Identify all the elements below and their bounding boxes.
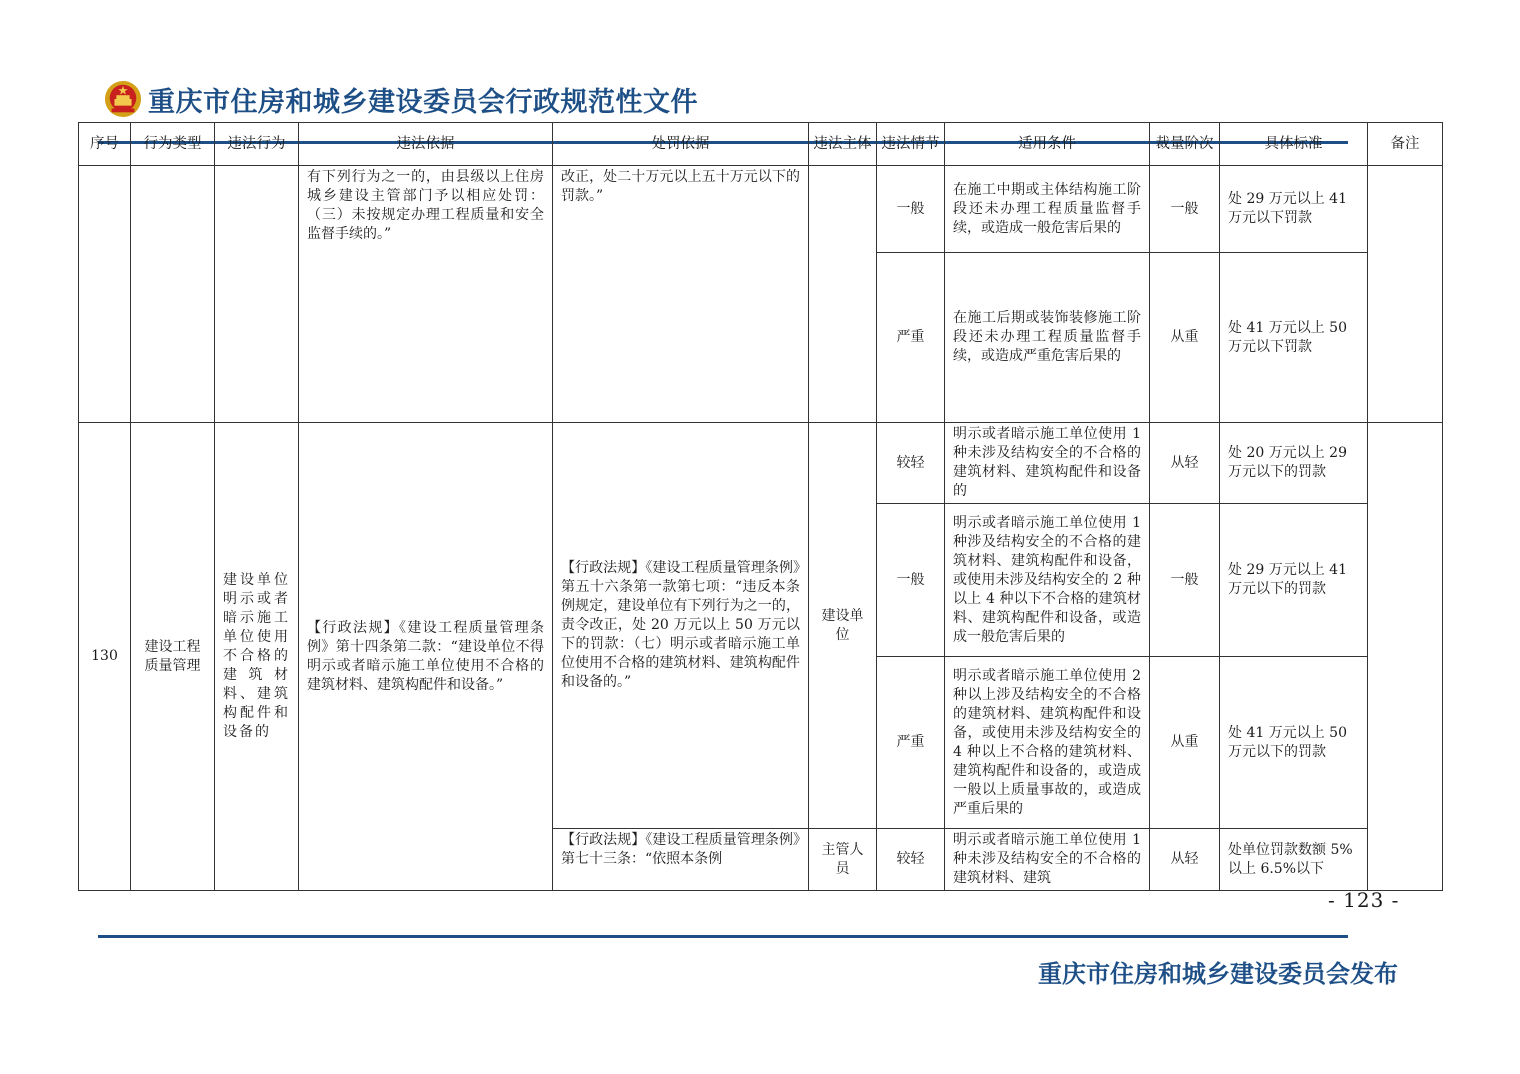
col-header-type: 行为类型: [131, 123, 215, 166]
col-header-seq: 序号: [79, 123, 131, 166]
std-cell: 处单位罚款数额 5%以上 6.5%以下: [1220, 829, 1368, 891]
std-cell: 处 41 万元以上 50 万元以下罚款: [1220, 253, 1368, 423]
subject-cell: 主管人员: [809, 829, 877, 891]
circ-cell: 一般: [877, 166, 945, 253]
col-header-penalty: 处罚依据: [553, 123, 809, 166]
act-cell: 建设单位明示或者暗示施工单位使用不合格的建筑材料、建筑构配件和设备的: [215, 423, 299, 891]
penalty-cell: 【行政法规】《建设工程质量管理条例》第七十三条：“依照本条例: [553, 829, 809, 891]
col-header-cond: 适用条件: [945, 123, 1150, 166]
col-header-level: 裁量阶次: [1150, 123, 1220, 166]
seq-cell: 130: [79, 423, 131, 891]
page-number: - 123 -: [1328, 888, 1400, 912]
cond-cell: 明示或者暗示施工单位使用 2 种以上涉及结构安全的不合格的建筑材料、建筑构配件和设备，或使用未涉及结构安全的 4 种以上不合格的建筑材料、建筑构配件和设备的，或造成一般以上质量事故的，或造成严重后果的: [945, 657, 1150, 829]
col-header-act: 违法行为: [215, 123, 299, 166]
cond-cell: 在施工后期或装饰装修施工阶段还未办理工程质量监督手续，或造成严重危害后果的: [945, 253, 1150, 423]
publisher-footer: 重庆市住房和城乡建设委员会发布: [1038, 960, 1398, 988]
level-cell: 一般: [1150, 166, 1220, 253]
basis-cell: 有下列行为之一的，由县级以上住房城乡建设主管部门予以相应处罚：（三）未按规定办理工程质量和安全监督手续的。”: [299, 166, 553, 423]
circ-cell: 较轻: [877, 423, 945, 504]
col-header-std: 具体标准: [1220, 123, 1368, 166]
subject-cell: 建设单位: [809, 423, 877, 829]
level-cell: 从轻: [1150, 423, 1220, 504]
col-header-note: 备注: [1368, 123, 1443, 166]
level-cell: 从重: [1150, 657, 1220, 829]
seq-cell: [79, 166, 131, 423]
table-row: [79, 166, 1443, 253]
national-emblem-icon: [104, 80, 142, 118]
std-cell: 处 20 万元以上 29 万元以下的罚款: [1220, 423, 1368, 504]
cond-cell: 明示或者暗示施工单位使用 1 种未涉及结构安全的不合格的建筑材料、建筑构配件和设备的: [945, 423, 1150, 504]
subject-cell: [809, 166, 877, 423]
circ-cell: 严重: [877, 253, 945, 423]
circ-cell: 一般: [877, 504, 945, 657]
penalty-cell: 【行政法规】《建设工程质量管理条例》第五十六条第一款第七项：“违反本条例规定，建设单位有下列行为之一的，责令改正，处 20 万元以上 50 万元以下的罚款：（七）明示或者暗示施工单位使用不合格的建筑材料、建筑构配件和设备的。”: [553, 423, 809, 829]
cond-cell: 在施工中期或主体结构施工阶段还未办理工程质量监督手续，或造成一般危害后果的: [945, 166, 1150, 253]
std-cell: 处 29 万元以上 41 万元以下的罚款: [1220, 504, 1368, 657]
cond-cell: 明示或者暗示施工单位使用 1 种未涉及结构安全的不合格的建筑材料、建筑: [945, 829, 1150, 891]
level-cell: 一般: [1150, 504, 1220, 657]
level-cell: 从重: [1150, 253, 1220, 423]
std-cell: 处 29 万元以上 41 万元以下罚款: [1220, 166, 1368, 253]
penalty-cell: 改正，处二十万元以上五十万元以下的罚款。”: [553, 166, 809, 423]
circ-cell: 较轻: [877, 829, 945, 891]
col-header-subject: 违法主体: [809, 123, 877, 166]
circ-cell: 严重: [877, 657, 945, 829]
cond-cell: 明示或者暗示施工单位使用 1 种涉及结构安全的不合格的建筑材料、建筑构配件和设备，或使用未涉及结构安全的 2 种以上 4 种以下不合格的建筑材料、建筑构配件和设备，或造成一般危害后果的: [945, 504, 1150, 657]
table-header-row: [79, 123, 1443, 166]
note-cell: [1368, 166, 1443, 423]
std-cell: 处 41 万元以上 50 万元以下的罚款: [1220, 657, 1368, 829]
col-header-circ: 违法情节: [877, 123, 945, 166]
type-cell: 建设工程质量管理: [131, 423, 215, 891]
page-title: 重庆市住房和城乡建设委员会行政规范性文件: [148, 87, 698, 118]
col-header-basis: 违法依据: [299, 123, 553, 166]
note-cell: [1368, 423, 1443, 891]
penalty-standard-table: [78, 122, 1443, 891]
basis-cell: 【行政法规】《建设工程质量管理条例》第十四条第二款：“建设单位不得明示或者暗示施工单位使用不合格的建筑材料、建筑构配件和设备。”: [299, 423, 553, 891]
level-cell: 从轻: [1150, 829, 1220, 891]
table-row: [79, 423, 1443, 504]
type-cell: [131, 166, 215, 423]
act-cell: [215, 166, 299, 423]
footer-divider: [98, 935, 1348, 938]
